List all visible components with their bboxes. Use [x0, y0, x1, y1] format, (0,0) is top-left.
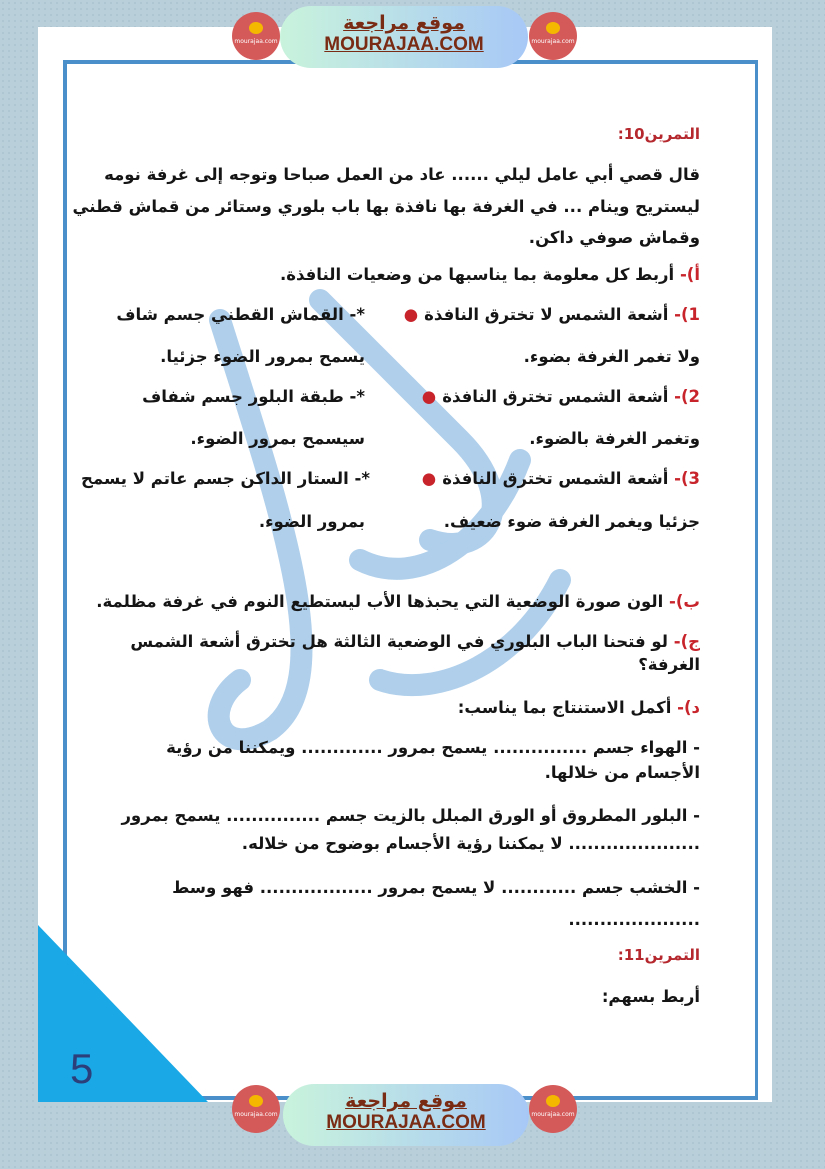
match-dot[interactable]: ● [403, 305, 419, 324]
site-banner-top[interactable]: موقع مراجعة MOURAJAA.COM [280, 6, 528, 68]
site-logo-right-bottom: mourajaa.com [529, 1085, 577, 1133]
site-logo-left-top: mourajaa.com [232, 12, 280, 60]
question-a: أ)- أربط كل معلومة بما يناسبها من وضعيات النافذة. [279, 265, 700, 284]
intro-line: وقماش صوفي داكن. [528, 228, 700, 247]
page-number: 5 [70, 1045, 94, 1092]
book-icon [546, 22, 560, 34]
match-right-3: *- الستار الداكن جسم عاتم لا يسمح [81, 469, 370, 488]
site-logo-left-bottom: mourajaa.com [232, 1085, 280, 1133]
intro-line: ليستريح وينام ... في الغرفة بها نافذة بها باب بلوري وستائر من قماش قطني [72, 197, 700, 216]
book-icon [249, 1095, 263, 1107]
question-d: د)- أكمل الاستنتاج بما يناسب: [457, 698, 700, 717]
question-b: ب)- الون صورة الوضعية التي يحبذها الأب ليستطيع النوم في غرفة مظلمة. [96, 592, 700, 611]
match-left-2b: وتغمر الغرفة بالضوء. [529, 429, 700, 448]
site-banner-bottom[interactable]: موقع مراجعة MOURAJAA.COM [283, 1084, 529, 1146]
match-right-1: *- القماش القطني جسم شاف [116, 305, 365, 324]
match-left-1: 1)- أشعة الشمس لا تخترق النافذة● [403, 305, 700, 324]
question-c: ج)- لو فتحنا الباب البلوري في الوضعية الثالثة هل تخترق أشعة الشمس [130, 632, 700, 651]
book-icon [546, 1095, 560, 1107]
site-logo-right-top: mourajaa.com [529, 12, 577, 60]
match-left-2: 2)- أشعة الشمس تخترق النافذة● [421, 387, 700, 406]
match-left-3: 3)- أشعة الشمس تخترق النافذة● [421, 469, 700, 488]
match-right-2b: سيسمح بمرور الضوء. [190, 429, 365, 448]
match-left-3b: جزئيا ويغمر الغرفة ضوء ضعيف. [443, 512, 700, 531]
match-right-3b: بمرور الضوء. [258, 512, 365, 531]
completion-1b: الأجسام من خلالها. [544, 763, 700, 782]
match-dot[interactable]: ● [421, 387, 437, 406]
completion-3b: ..................... [568, 910, 700, 929]
question-c-line2: الغرفة؟ [638, 655, 700, 674]
match-right-1b: يسمح بمرور الضوء جزئيا. [160, 347, 365, 366]
intro-line: قال قصي أبي عامل ليلي ...... عاد من العمل صباحا وتوجه إلى غرفة نومه [104, 165, 700, 184]
match-left-1b: ولا تغمر الغرفة بضوء. [523, 347, 700, 366]
completion-1: - الهواء جسم ............... يسمح بمرور ............. ويمكننا من رؤية [166, 738, 700, 757]
match-dot[interactable]: ● [421, 469, 437, 488]
exercise11-title: التمرين11: [617, 946, 700, 964]
match-right-2: *- طبقة البلور جسم شفاف [142, 387, 365, 406]
completion-3: - الخشب جسم ............ لا يسمح بمرور .................. فهو وسط [172, 878, 700, 897]
book-icon [249, 22, 263, 34]
completion-2b: ..................... لا يمكننا رؤية الأجسام بوضوح من خلاله. [241, 834, 700, 853]
exercise10-title: التمرين10: [617, 125, 700, 143]
exercise11-text: أربط بسهم: [601, 987, 700, 1006]
completion-2: - البلور المطروق أو الورق المبلل بالزيت جسم ............... يسمح بمرور [121, 806, 700, 825]
